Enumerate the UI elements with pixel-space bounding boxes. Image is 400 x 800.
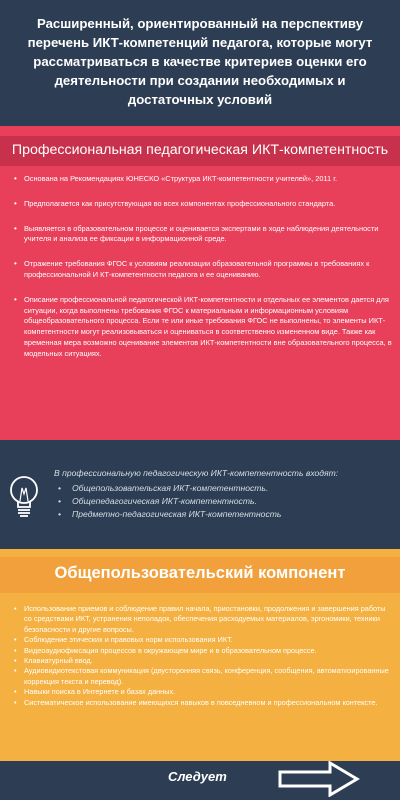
professional-list	[14, 174, 394, 374]
bullet-icon: •	[58, 483, 62, 493]
composition-section	[0, 452, 400, 547]
general-list	[14, 604, 392, 708]
bullet-icon: •	[14, 645, 17, 655]
general-item: • Аудиовидиотекстовая коммуникация (двусторонняя связь, конференция, сообщения, автоматизированные коррекция текста и перевод).	[14, 666, 389, 686]
bullet-icon: •	[14, 635, 17, 645]
composition-intro: В профессиональную педагогическую ИКТ-компетентность входят:	[54, 468, 339, 478]
next-label[interactable]: Следует	[168, 769, 227, 784]
bullet-icon: •	[14, 604, 17, 613]
general-item: • Систематическое использование имеющихся навыков в повседневном и профессиональном контексте.	[14, 697, 378, 707]
lightbulb-icon	[8, 474, 40, 524]
professional-item: • Отражение требования ФГОС к условиям реализации образовательной программы в требованиях к профессиональной И КТ-компетентности педагога и ее оцениванию.	[14, 259, 370, 279]
bullet-icon: •	[14, 656, 17, 666]
composition-item: • Общепользовательская ИКТ-компетентность.	[58, 483, 269, 493]
professional-item: • Основана на Рекомендациях ЮНЕСКО «Структура ИКТ-компетентности учителей», 2011 г.	[14, 174, 338, 183]
composition-item: • Общепедагогическая ИКТ-компетентность.	[58, 496, 257, 506]
general-title: Общепользовательский компонент	[54, 564, 346, 582]
professional-section	[0, 126, 400, 440]
general-item: • Клавиатурный ввод.	[14, 656, 93, 666]
professional-item: • Описание профессиональной педагогической ИКТ-компетентности и отдельных ее элементов дается для ситуации, когда выполнены требования ФГОС к материальным и информационным условиям общеобразовательного процесса. Если те или иные требования ФГОС не выполнены, то элементы ИКТ-компетентности могут реализовываться и оцениваться в соответственно измененном виде. Также как временная мера возможно оценивание элементов ИКТ-компетентности вне образовательного процесса, в модельных ситуациях.	[14, 294, 392, 358]
professional-title: Профессиональная педагогическая ИКТ-компетентность	[11, 142, 389, 158]
page-title: Расширенный, ориентированный на перспективу перечень ИКТ-компетенций педагога, которые могут рассматриваться в качестве критериев оценки его деятельности при создании необходимых и достаточных условий	[27, 16, 373, 107]
bullet-icon: •	[14, 198, 17, 208]
bullet-icon: •	[58, 509, 62, 519]
bullet-icon: •	[14, 697, 17, 707]
bullet-icon: •	[14, 687, 17, 697]
general-item: • Навыки поиска в Интернете и базах данных.	[14, 687, 176, 697]
general-item: • Видеоаудиофиксация процессов в окружающем мире и в образовательном процессе.	[14, 645, 317, 655]
bullet-icon: •	[14, 259, 17, 269]
composition-item: • Предметно-педагогическая ИКТ-компетентность	[58, 509, 282, 519]
arrow-right-icon[interactable]	[278, 761, 360, 797]
bullet-icon: •	[14, 294, 17, 304]
general-item: • Соблюдение этических и правовых норм использования ИКТ.	[14, 635, 233, 645]
general-item: • Использование приемов и соблюдение правил начала, приостановки, продолжения и завершения работы со средствами ИКТ, устранения неполадок, обеспечения расходуемых материалов, эргономики, техники безопасности и другие вопросы.	[14, 604, 386, 634]
bullet-icon: •	[14, 666, 17, 676]
composition-list	[58, 482, 281, 521]
general-section	[0, 549, 400, 761]
bullet-icon: •	[14, 174, 17, 183]
professional-item: • Предполагается как присутствующая во всех компонентах профессионального стандарта.	[14, 198, 336, 208]
bullet-icon: •	[14, 223, 17, 233]
bullet-icon: •	[58, 496, 62, 506]
professional-item: • Выявляется в образовательном процессе и оценивается экспертами в ходе наблюдения деятельности учителя и анализа ее фиксации в информационной среде.	[14, 223, 379, 244]
header-section	[0, 0, 400, 126]
footer	[0, 761, 400, 800]
